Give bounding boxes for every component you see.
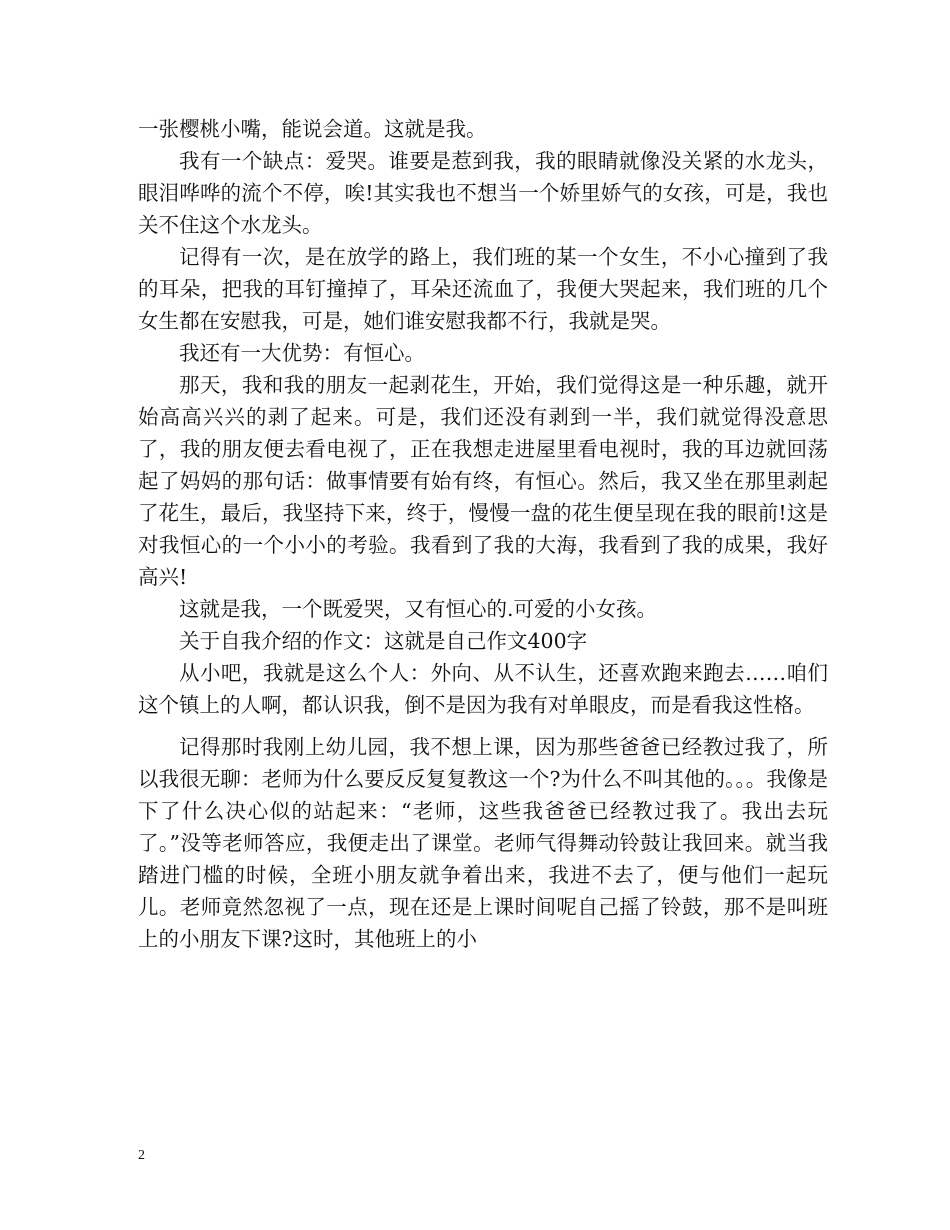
paragraph-6: 这就是我，一个既爱哭，又有恒心的.可爱的小女孩。	[179, 597, 658, 621]
document-body	[138, 113, 828, 955]
paragraph-8: 从小吧，我就是这么个人：外向、从不认生，还喜欢跑来跑去……咱们这个镇上的人啊，都认识我，倒不是因为我有对单眼皮，而是看我这性格。	[138, 661, 828, 717]
paragraph-4: 我还有一大优势：有恒心。	[179, 341, 425, 365]
paragraph-5: 那天，我和我的朋友一起剥花生，开始，我们觉得这是一种乐趣，就开始高高兴兴的剥了起来。可是，我们还没有剥到一半，我们就觉得没意思了，我的朋友便去看电视了，正在我想走进屋里看电视时，我的耳边就回荡起了妈妈的那句话：做事情要有始有终，有恒心。然后，我又坐在那里剥起了花生，最后，我坚持下来，终于，慢慢一盘的花生便呈现在我的眼前!这是对我恒心的一个小小的考验。我看到了我的大海，我看到了我的成果，我好高兴!	[138, 373, 828, 589]
essay-title: 关于自我介绍的作文：这就是自己作文400字	[179, 629, 588, 653]
paragraph-2: 我有一个缺点：爱哭。谁要是惹到我，我的眼睛就像没关紧的水龙头，眼泪哗哗的流个不停，唉!其实我也不想当一个娇里娇气的女孩，可是，我也关不住这个水龙头。	[138, 149, 828, 237]
paragraph-1: 一张樱桃小嘴，能说会道。这就是我。	[138, 117, 487, 141]
paragraph-9: 记得那时我刚上幼儿园，我不想上课，因为那些爸爸已经教过我了，所以我很无聊：老师为什么要反反复复教这一个?为什么不叫其他的。。。我像是下了什么决心似的站起来：“老师，这些我爸爸已经教过我了。我出去玩了。”没等老师答应，我便走出了课堂。老师气得舞动铃鼓让我回来。就当我踏进门槛的时候，全班小朋友就争着出来，我进不去了，便与他们一起玩儿。老师竟然忽视了一点，现在还是上课时间呢自己摇了铃鼓，那不是叫班上的小朋友下课?这时，其他班上的小	[138, 735, 828, 951]
page-number: 2	[138, 1148, 145, 1163]
paragraph-3: 记得有一次，是在放学的路上，我们班的某一个女生，不小心撞到了我的耳朵，把我的耳钉撞掉了，耳朵还流血了，我便大哭起来，我们班的几个女生都在安慰我，可是，她们谁安慰我都不行，我就是哭。	[138, 245, 828, 333]
